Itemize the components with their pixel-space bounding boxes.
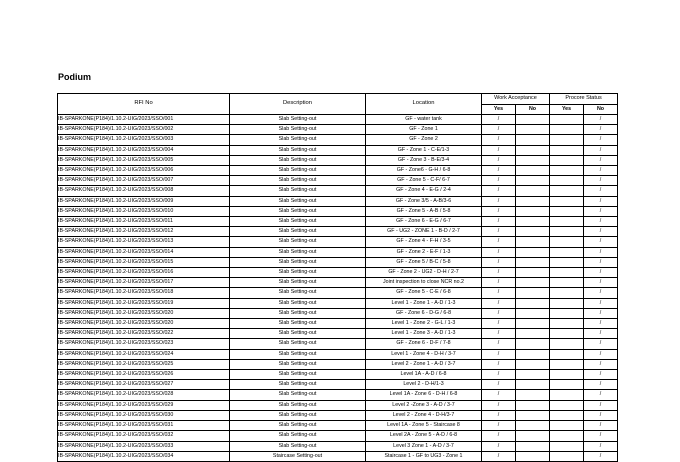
wa-no-cell xyxy=(516,115,550,125)
header-wa-no: No xyxy=(516,104,550,115)
wa-no-cell xyxy=(516,339,550,349)
description-cell: Slab Setting-out xyxy=(230,421,366,431)
description-cell: Slab Setting-out xyxy=(230,339,366,349)
rfi-cell: IB-SPARKONE(P184)/1.10.2-UIG/2023/SSO/031 xyxy=(58,421,230,431)
description-cell: Slab Setting-out xyxy=(230,125,366,135)
wa-no-cell xyxy=(516,186,550,196)
wa-no-cell xyxy=(516,135,550,145)
ps-yes-cell xyxy=(550,166,584,176)
ps-no-cell: / xyxy=(584,186,618,196)
table-row xyxy=(58,329,618,339)
location-cell: GF - Zone 4 - F-H / 3-5 xyxy=(366,237,482,247)
wa-no-cell xyxy=(516,288,550,298)
location-cell: GF - Zone 3/5 - A-B/3-6 xyxy=(366,196,482,206)
header-rfi-no: RFI No xyxy=(58,94,230,115)
ps-no-cell: / xyxy=(584,441,618,451)
wa-yes-cell: / xyxy=(482,196,516,206)
rfi-cell: IB-SPARKONE(P184)/1.10.2-UIG/2023/SSO/028 xyxy=(58,390,230,400)
wa-yes-cell: / xyxy=(482,319,516,329)
description-cell: Slab Setting-out xyxy=(230,217,366,227)
wa-yes-cell: / xyxy=(482,227,516,237)
wa-yes-cell: / xyxy=(482,421,516,431)
table-row xyxy=(58,441,618,451)
ps-yes-cell xyxy=(550,247,584,257)
ps-yes-cell xyxy=(550,206,584,216)
wa-yes-cell: / xyxy=(482,176,516,186)
location-cell: GF - Zone 1 xyxy=(366,125,482,135)
location-cell: GF - Zone 5 - C-F/ 6-7 xyxy=(366,176,482,186)
ps-no-cell: / xyxy=(584,115,618,125)
wa-yes-cell: / xyxy=(482,329,516,339)
description-cell: Slab Setting-out xyxy=(230,196,366,206)
location-cell: GF - Zone 6 - D-G / 6-8 xyxy=(366,308,482,318)
header-wa-yes: Yes xyxy=(482,104,516,115)
ps-no-cell: / xyxy=(584,135,618,145)
ps-no-cell: / xyxy=(584,308,618,318)
rfi-cell: IB-SPARKONE(P184)/1.10.2-UIG/2023/SSO/015 xyxy=(58,257,230,267)
wa-no-cell xyxy=(516,308,550,318)
table-row xyxy=(58,308,618,318)
wa-no-cell xyxy=(516,410,550,420)
ps-no-cell: / xyxy=(584,349,618,359)
ps-no-cell: / xyxy=(584,451,618,461)
description-cell: Slab Setting-out xyxy=(230,308,366,318)
ps-no-cell: / xyxy=(584,217,618,227)
rfi-cell: IB-SPARKONE(P184)/1.10.2-UIG/2023/SSO/029 xyxy=(58,400,230,410)
description-cell: Slab Setting-out xyxy=(230,145,366,155)
rfi-cell: IB-SPARKONE(P184)/1.10.2-UIG/2023/SSO/032 xyxy=(58,431,230,441)
description-cell: Slab Setting-out xyxy=(230,166,366,176)
location-cell: GF - Zone6 - G-H / 6-8 xyxy=(366,166,482,176)
wa-yes-cell: / xyxy=(482,237,516,247)
ps-no-cell: / xyxy=(584,421,618,431)
location-cell: Joint inspection to close NCR no.2 xyxy=(366,278,482,288)
location-cell: Level 1A - A-D / 6-8 xyxy=(366,370,482,380)
location-cell: GF - Zone 6 - D-F / 7-8 xyxy=(366,339,482,349)
table-row xyxy=(58,155,618,165)
description-cell: Slab Setting-out xyxy=(230,349,366,359)
wa-no-cell xyxy=(516,298,550,308)
description-cell: Slab Setting-out xyxy=(230,176,366,186)
location-cell: GF - Zone 2 - UG2 - D-H / 2-7 xyxy=(366,268,482,278)
header-location: Location xyxy=(366,94,482,115)
wa-yes-cell: / xyxy=(482,410,516,420)
ps-yes-cell xyxy=(550,145,584,155)
header-work-acceptance: Work Acceptance xyxy=(482,94,550,105)
wa-no-cell xyxy=(516,380,550,390)
ps-yes-cell xyxy=(550,441,584,451)
description-cell: Slab Setting-out xyxy=(230,278,366,288)
ps-yes-cell xyxy=(550,257,584,267)
table-row xyxy=(58,278,618,288)
location-cell: GF - Zone 5 / B-C / 5-8 xyxy=(366,257,482,267)
ps-yes-cell xyxy=(550,349,584,359)
table-row xyxy=(58,227,618,237)
wa-yes-cell: / xyxy=(482,217,516,227)
wa-no-cell xyxy=(516,359,550,369)
description-cell: Slab Setting-out xyxy=(230,298,366,308)
rfi-cell: IB-SPARKONE(P184)/1.10.2-UIG/2023/SSO/020 xyxy=(58,308,230,318)
rfi-cell: IB-SPARKONE(P184)/1.10.2-UIG/2023/SSO/020 xyxy=(58,319,230,329)
wa-no-cell xyxy=(516,268,550,278)
ps-no-cell: / xyxy=(584,237,618,247)
table-row xyxy=(58,319,618,329)
wa-no-cell xyxy=(516,390,550,400)
table-body xyxy=(58,115,618,462)
ps-no-cell: / xyxy=(584,247,618,257)
wa-yes-cell: / xyxy=(482,247,516,257)
location-cell: Level 3 Zone 1 - A-D / 3-7 xyxy=(366,441,482,451)
ps-yes-cell xyxy=(550,329,584,339)
wa-no-cell xyxy=(516,145,550,155)
wa-yes-cell: / xyxy=(482,155,516,165)
wa-yes-cell: / xyxy=(482,451,516,461)
ps-no-cell: / xyxy=(584,298,618,308)
wa-no-cell xyxy=(516,451,550,461)
ps-yes-cell xyxy=(550,125,584,135)
location-cell: Level 2A - Zone 5 - A-D / 6-8 xyxy=(366,431,482,441)
wa-no-cell xyxy=(516,370,550,380)
location-cell: Level 1 - Zone 3 - A-D / 1-3 xyxy=(366,329,482,339)
rfi-cell: IB-SPARKONE(P184)/1.10.2-UIG/2023/SSO/004 xyxy=(58,145,230,155)
description-cell: Slab Setting-out xyxy=(230,206,366,216)
wa-yes-cell: / xyxy=(482,380,516,390)
wa-yes-cell: / xyxy=(482,441,516,451)
location-cell: GF - Zone 6 - E-G / 6-7 xyxy=(366,217,482,227)
table-row xyxy=(58,451,618,461)
rfi-cell: IB-SPARKONE(P184)/1.10.2-UIG/2023/SSO/033 xyxy=(58,441,230,451)
ps-no-cell: / xyxy=(584,431,618,441)
rfi-cell: IB-SPARKONE(P184)/1.10.2-UIG/2023/SSO/005 xyxy=(58,155,230,165)
rfi-cell: IB-SPARKONE(P184)/1.10.2-UIG/2023/SSO/027 xyxy=(58,380,230,390)
wa-no-cell xyxy=(516,421,550,431)
rfi-cell: IB-SPARKONE(P184)/1.10.2-UIG/2023/SSO/006 xyxy=(58,166,230,176)
description-cell: Slab Setting-out xyxy=(230,441,366,451)
location-cell: Level 1A - Zone 6 - D-H / 6-8 xyxy=(366,390,482,400)
ps-yes-cell xyxy=(550,237,584,247)
rfi-cell: IB-SPARKONE(P184)/1.10.2-UIG/2023/SSO/023 xyxy=(58,339,230,349)
section-title: Podium xyxy=(58,72,91,82)
rfi-cell: IB-SPARKONE(P184)/1.10.2-UIG/2023/SSO/008 xyxy=(58,186,230,196)
rfi-cell: IB-SPARKONE(P184)/1.10.2-UIG/2023/SSO/003 xyxy=(58,135,230,145)
wa-no-cell xyxy=(516,349,550,359)
ps-yes-cell xyxy=(550,380,584,390)
rfi-cell: IB-SPARKONE(P184)/1.10.2-UIG/2023/SSO/010 xyxy=(58,206,230,216)
table-row xyxy=(58,349,618,359)
ps-no-cell: / xyxy=(584,410,618,420)
ps-no-cell: / xyxy=(584,155,618,165)
rfi-cell: IB-SPARKONE(P184)/1.10.2-UIG/2023/SSO/002 xyxy=(58,125,230,135)
table-row xyxy=(58,370,618,380)
description-cell: Slab Setting-out xyxy=(230,329,366,339)
description-cell: Slab Setting-out xyxy=(230,380,366,390)
description-cell: Staircase Setting-out xyxy=(230,451,366,461)
header-ps-yes: Yes xyxy=(550,104,584,115)
description-cell: Slab Setting-out xyxy=(230,319,366,329)
location-cell: Level 2 -Zone 3 - A-D / 3-7 xyxy=(366,400,482,410)
table-row xyxy=(58,125,618,135)
location-cell: Level 1A - Zone 5 - Staircase 8 xyxy=(366,421,482,431)
description-cell: Slab Setting-out xyxy=(230,247,366,257)
ps-no-cell: / xyxy=(584,278,618,288)
table-row xyxy=(58,339,618,349)
table-row xyxy=(58,288,618,298)
wa-yes-cell: / xyxy=(482,370,516,380)
description-cell: Slab Setting-out xyxy=(230,155,366,165)
table-row xyxy=(58,135,618,145)
ps-yes-cell xyxy=(550,400,584,410)
wa-yes-cell: / xyxy=(482,125,516,135)
location-cell: GF - Zone 5 - A-B / 5-8 xyxy=(366,206,482,216)
table-row xyxy=(58,206,618,216)
wa-no-cell xyxy=(516,400,550,410)
wa-no-cell xyxy=(516,257,550,267)
table-row xyxy=(58,400,618,410)
ps-no-cell: / xyxy=(584,166,618,176)
location-cell: GF - Zone 1 - C-E/1-3 xyxy=(366,145,482,155)
wa-yes-cell: / xyxy=(482,268,516,278)
wa-yes-cell: / xyxy=(482,359,516,369)
ps-yes-cell xyxy=(550,176,584,186)
header-description: Description xyxy=(230,94,366,115)
table-row xyxy=(58,257,618,267)
description-cell: Slab Setting-out xyxy=(230,135,366,145)
ps-yes-cell xyxy=(550,421,584,431)
ps-yes-cell xyxy=(550,410,584,420)
ps-yes-cell xyxy=(550,390,584,400)
table-row xyxy=(58,410,618,420)
ps-no-cell: / xyxy=(584,380,618,390)
ps-yes-cell xyxy=(550,319,584,329)
description-cell: Slab Setting-out xyxy=(230,390,366,400)
table-row xyxy=(58,431,618,441)
table-row xyxy=(58,390,618,400)
ps-yes-cell xyxy=(550,370,584,380)
wa-no-cell xyxy=(516,431,550,441)
table-row xyxy=(58,421,618,431)
wa-no-cell xyxy=(516,155,550,165)
ps-no-cell: / xyxy=(584,206,618,216)
header-procore-status: Procore Status xyxy=(550,94,618,105)
description-cell: Slab Setting-out xyxy=(230,288,366,298)
wa-no-cell xyxy=(516,217,550,227)
table-row xyxy=(58,176,618,186)
table-row xyxy=(58,166,618,176)
description-cell: Slab Setting-out xyxy=(230,431,366,441)
ps-no-cell: / xyxy=(584,359,618,369)
wa-yes-cell: / xyxy=(482,288,516,298)
location-cell: GF - water tank xyxy=(366,115,482,125)
wa-yes-cell: / xyxy=(482,390,516,400)
wa-yes-cell: / xyxy=(482,206,516,216)
ps-yes-cell xyxy=(550,227,584,237)
wa-yes-cell: / xyxy=(482,298,516,308)
wa-no-cell xyxy=(516,237,550,247)
ps-yes-cell xyxy=(550,298,584,308)
table-row xyxy=(58,145,618,155)
wa-no-cell xyxy=(516,278,550,288)
ps-no-cell: / xyxy=(584,145,618,155)
header-ps-no: No xyxy=(584,104,618,115)
ps-yes-cell xyxy=(550,268,584,278)
table-row xyxy=(58,380,618,390)
ps-yes-cell xyxy=(550,451,584,461)
ps-no-cell: / xyxy=(584,125,618,135)
wa-yes-cell: / xyxy=(482,339,516,349)
ps-no-cell: / xyxy=(584,370,618,380)
table-row xyxy=(58,268,618,278)
ps-yes-cell xyxy=(550,186,584,196)
rfi-cell: IB-SPARKONE(P184)/1.10.2-UIG/2023/SSO/013 xyxy=(58,237,230,247)
ps-no-cell: / xyxy=(584,400,618,410)
wa-yes-cell: / xyxy=(482,186,516,196)
location-cell: GF - Zone 2 xyxy=(366,135,482,145)
description-cell: Slab Setting-out xyxy=(230,410,366,420)
wa-yes-cell: / xyxy=(482,278,516,288)
location-cell: Level 1 - Zone 1 - A-D / 1-3 xyxy=(366,298,482,308)
ps-yes-cell xyxy=(550,339,584,349)
ps-yes-cell xyxy=(550,431,584,441)
ps-yes-cell xyxy=(550,308,584,318)
location-cell: Staircase 1 - GF to UG3 - Zone 1 xyxy=(366,451,482,461)
rfi-table xyxy=(57,93,618,462)
ps-no-cell: / xyxy=(584,196,618,206)
location-cell: GF - Zone 5 - C-E / 6-8 xyxy=(366,288,482,298)
location-cell: Level 2 - Zone 4 - D-H/3-7 xyxy=(366,410,482,420)
description-cell: Slab Setting-out xyxy=(230,186,366,196)
wa-yes-cell: / xyxy=(482,135,516,145)
rfi-cell: IB-SPARKONE(P184)/1.10.2-UIG/2023/SSO/025 xyxy=(58,359,230,369)
wa-no-cell xyxy=(516,206,550,216)
description-cell: Slab Setting-out xyxy=(230,257,366,267)
location-cell: GF - Zone 2 - E-F / 1-3 xyxy=(366,247,482,257)
location-cell: GF - UG2 - ZONE 1 - B-D / 2-7 xyxy=(366,227,482,237)
wa-yes-cell: / xyxy=(482,431,516,441)
wa-yes-cell: / xyxy=(482,308,516,318)
ps-yes-cell xyxy=(550,115,584,125)
wa-no-cell xyxy=(516,319,550,329)
rfi-cell: IB-SPARKONE(P184)/1.10.2-UIG/2023/SSO/011 xyxy=(58,217,230,227)
table-row xyxy=(58,247,618,257)
wa-no-cell xyxy=(516,329,550,339)
ps-yes-cell xyxy=(550,278,584,288)
ps-no-cell: / xyxy=(584,339,618,349)
rfi-cell: IB-SPARKONE(P184)/1.10.2-UIG/2023/SSO/007 xyxy=(58,176,230,186)
ps-no-cell: / xyxy=(584,227,618,237)
table-row xyxy=(58,217,618,227)
rfi-cell: IB-SPARKONE(P184)/1.10.2-UIG/2023/SSO/024 xyxy=(58,349,230,359)
rfi-cell: IB-SPARKONE(P184)/1.10.2-UIG/2023/SSO/014 xyxy=(58,247,230,257)
location-cell: GF - Zone 4 - E-G / 2-4 xyxy=(366,186,482,196)
rfi-cell: IB-SPARKONE(P184)/1.10.2-UIG/2023/SSO/012 xyxy=(58,227,230,237)
ps-yes-cell xyxy=(550,135,584,145)
ps-no-cell: / xyxy=(584,268,618,278)
rfi-cell: IB-SPARKONE(P184)/1.10.2-UIG/2023/SSO/001 xyxy=(58,115,230,125)
wa-no-cell xyxy=(516,227,550,237)
wa-no-cell xyxy=(516,166,550,176)
ps-yes-cell xyxy=(550,155,584,165)
wa-yes-cell: / xyxy=(482,166,516,176)
wa-no-cell xyxy=(516,176,550,186)
ps-yes-cell xyxy=(550,196,584,206)
ps-no-cell: / xyxy=(584,288,618,298)
wa-no-cell xyxy=(516,125,550,135)
rfi-cell: IB-SPARKONE(P184)/1.10.2-UIG/2023/SSO/022 xyxy=(58,329,230,339)
rfi-cell: IB-SPARKONE(P184)/1.10.2-UIG/2023/SSO/016 xyxy=(58,268,230,278)
wa-yes-cell: / xyxy=(482,115,516,125)
rfi-cell: IB-SPARKONE(P184)/1.10.2-UIG/2023/SSO/018 xyxy=(58,288,230,298)
ps-yes-cell xyxy=(550,288,584,298)
description-cell: Slab Setting-out xyxy=(230,268,366,278)
wa-no-cell xyxy=(516,247,550,257)
ps-no-cell: / xyxy=(584,329,618,339)
table-row xyxy=(58,115,618,125)
wa-yes-cell: / xyxy=(482,400,516,410)
rfi-cell: IB-SPARKONE(P184)/1.10.2-UIG/2023/SSO/030 xyxy=(58,410,230,420)
rfi-cell: IB-SPARKONE(P184)/1.10.2-UIG/2023/SSO/019 xyxy=(58,298,230,308)
description-cell: Slab Setting-out xyxy=(230,359,366,369)
location-cell: Level 2 - Zone 1 - A-D / 3-7 xyxy=(366,359,482,369)
ps-no-cell: / xyxy=(584,176,618,186)
description-cell: Slab Setting-out xyxy=(230,370,366,380)
table-row xyxy=(58,359,618,369)
description-cell: Slab Setting-out xyxy=(230,400,366,410)
wa-yes-cell: / xyxy=(482,145,516,155)
rfi-cell: IB-SPARKONE(P184)/1.10.2-UIG/2023/SSO/034 xyxy=(58,451,230,461)
ps-yes-cell xyxy=(550,217,584,227)
location-cell: Level 1 - Zone 4 - D-H / 3-7 xyxy=(366,349,482,359)
ps-no-cell: / xyxy=(584,390,618,400)
location-cell: Level 1 - Zone 2 - G-L / 1-3 xyxy=(366,319,482,329)
description-cell: Slab Setting-out xyxy=(230,237,366,247)
description-cell: Slab Setting-out xyxy=(230,227,366,237)
rfi-cell: IB-SPARKONE(P184)/1.10.2-UIG/2023/SSO/009 xyxy=(58,196,230,206)
table-row xyxy=(58,237,618,247)
ps-yes-cell xyxy=(550,359,584,369)
wa-yes-cell: / xyxy=(482,257,516,267)
rfi-cell: IB-SPARKONE(P184)/1.10.2-UIG/2023/SSO/017 xyxy=(58,278,230,288)
description-cell: Slab Setting-out xyxy=(230,115,366,125)
location-cell: GF - Zone 3 - B-E/3-4 xyxy=(366,155,482,165)
wa-no-cell xyxy=(516,441,550,451)
table-row xyxy=(58,298,618,308)
table-header xyxy=(58,94,618,115)
ps-no-cell: / xyxy=(584,257,618,267)
wa-yes-cell: / xyxy=(482,349,516,359)
wa-no-cell xyxy=(516,196,550,206)
table-row xyxy=(58,186,618,196)
location-cell: Level 2 - D-H/1-3 xyxy=(366,380,482,390)
table-row xyxy=(58,196,618,206)
rfi-cell: IB-SPARKONE(P184)/1.10.2-UIG/2023/SSO/026 xyxy=(58,370,230,380)
ps-no-cell: / xyxy=(584,319,618,329)
